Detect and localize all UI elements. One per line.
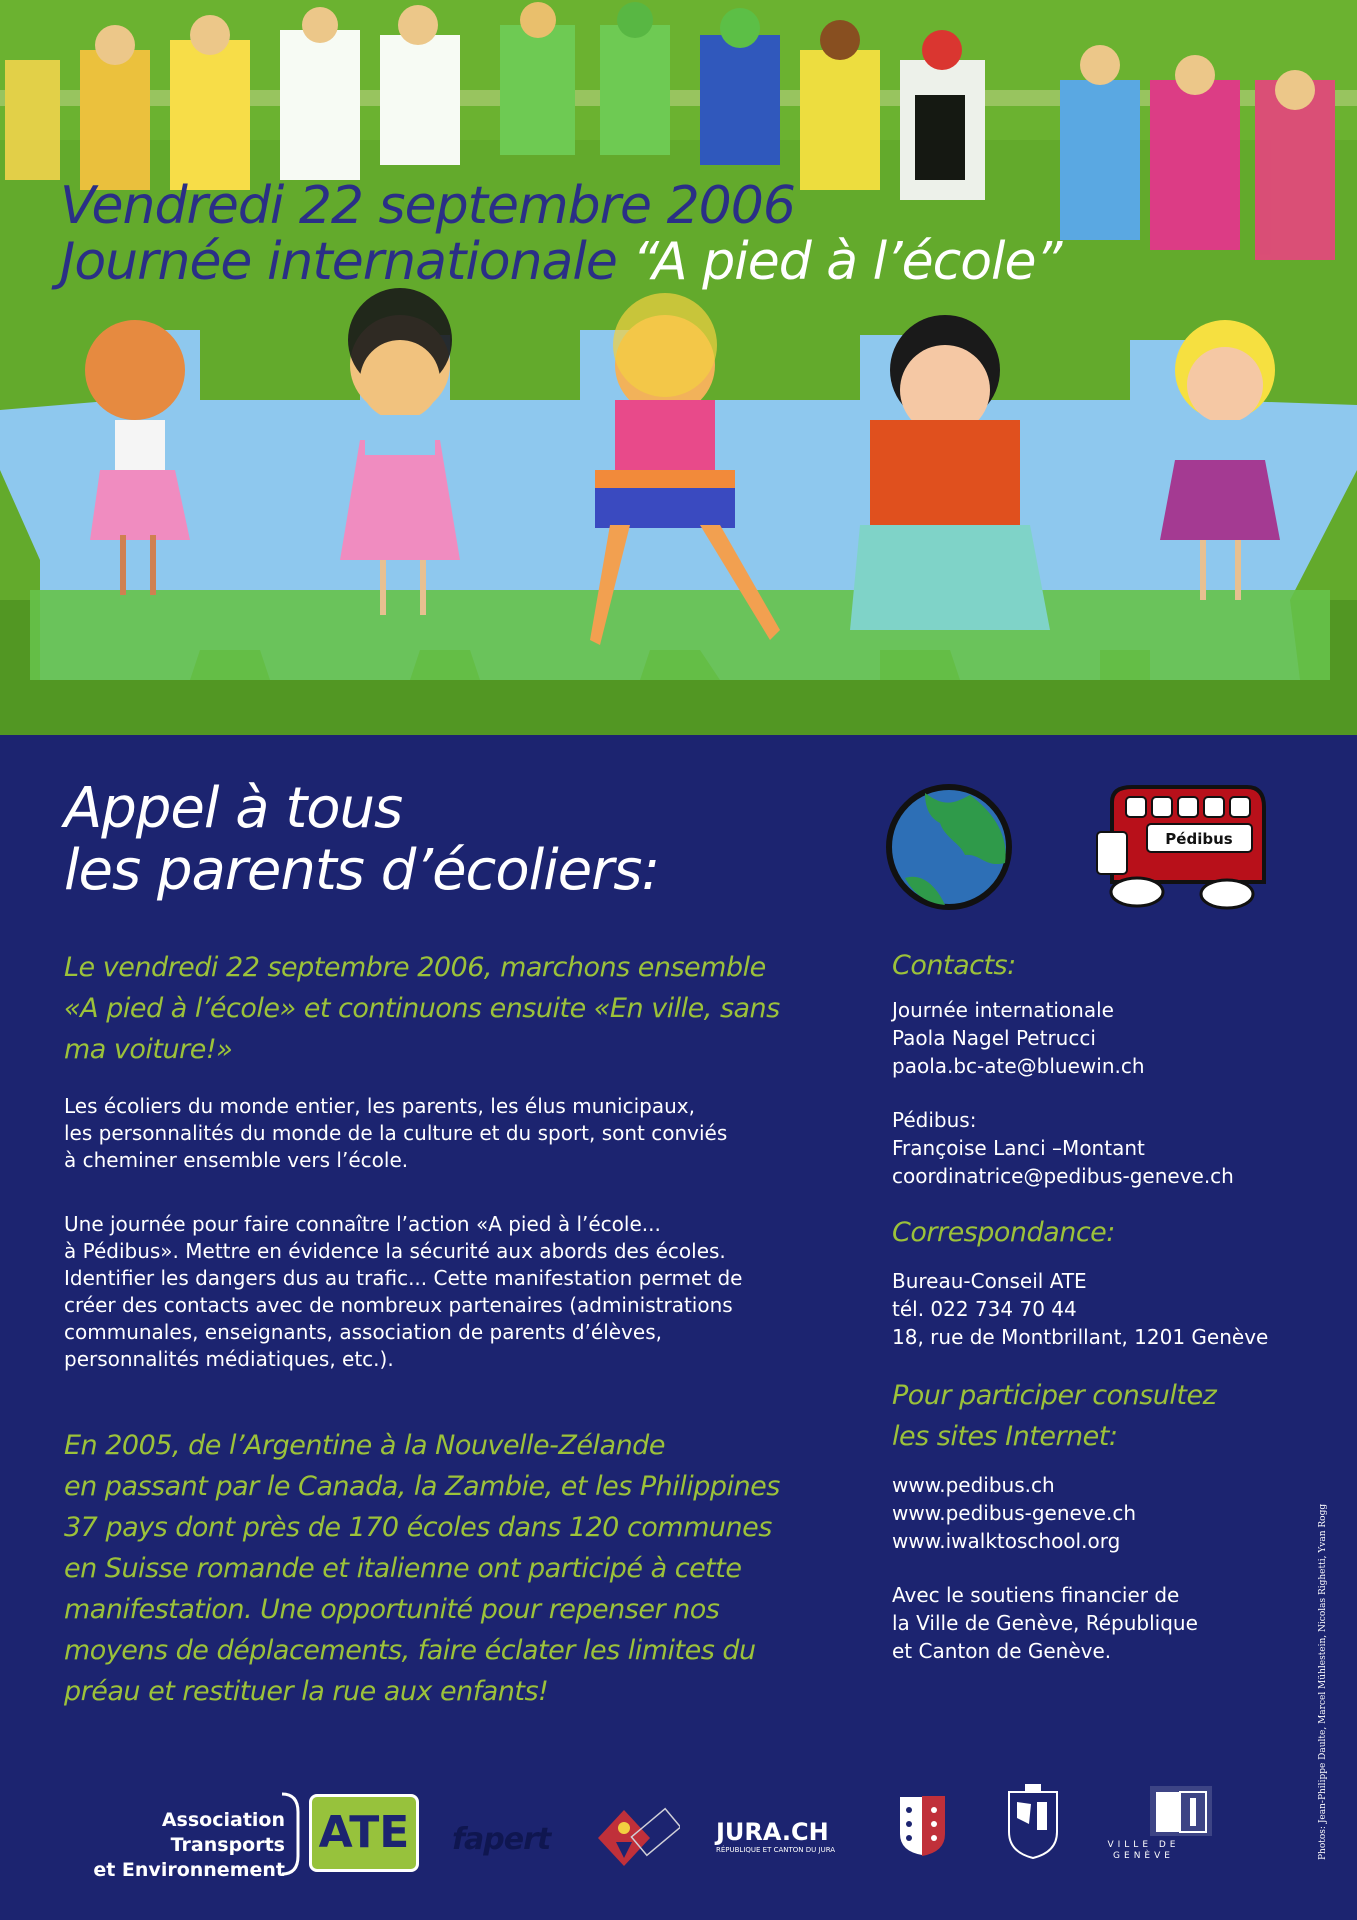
contact-column: [892, 945, 1332, 1665]
ville-geneve-crest-icon: [1148, 1784, 1214, 1838]
intro-text: [64, 947, 780, 1070]
contact-journee: [892, 996, 1332, 1080]
funding-note: [892, 1581, 1332, 1665]
text-line: la Ville de Genève, République: [892, 1611, 1198, 1635]
text-line: VILLE DE: [1107, 1840, 1180, 1850]
text-line: moyens de déplacements, faire éclater les limites du: [64, 1635, 756, 1666]
globe-icon: [885, 783, 1013, 911]
text-line: Une journée pour faire connaître l’action «A pied à l’école...: [64, 1212, 661, 1236]
text-line: à Pédibus». Mettre en évidence la sécurité aux abords des écoles.: [64, 1239, 726, 1263]
event-name-prefix: Journée internationale: [60, 232, 633, 292]
website-link[interactable]: www.pedibus.ch: [892, 1473, 1055, 1497]
paragraph-invitation: [64, 1093, 727, 1174]
website-list: [892, 1471, 1332, 1555]
text-line: «A pied à l’école» et continuons ensuite «En ville, sans: [64, 993, 780, 1024]
event-title: [60, 178, 1061, 290]
text-line: Avec le soutiens financier de: [892, 1583, 1180, 1607]
heading-line: Contacts:: [892, 950, 1016, 981]
jura-logo-subtitle: RÉPUBLIQUE ET CANTON DU JURA: [716, 1846, 836, 1854]
phone-number[interactable]: tél. 022 734 70 44: [892, 1297, 1077, 1321]
text-line: 18, rue de Montbrillant, 1201 Genève: [892, 1325, 1269, 1349]
ate-logo: ATE: [309, 1794, 419, 1872]
contacts-heading: [892, 945, 1332, 986]
bus-label: Pédibus: [1165, 830, 1233, 848]
main-heading-line: les parents d’écoliers:: [64, 838, 660, 903]
text-line: Journée internationale: [892, 998, 1114, 1022]
text-line: Les écoliers du monde entier, les parents, les élus municipaux,: [64, 1094, 695, 1118]
text-line: en passant par le Canada, la Zambie, et les Philippines: [64, 1471, 780, 1502]
text-line: en Suisse romande et italienne ont participé à cette: [64, 1553, 742, 1584]
text-line: Le vendredi 22 septembre 2006, marchons ensemble: [64, 952, 766, 983]
main-heading-line: Appel à tous: [64, 776, 403, 841]
website-link[interactable]: www.iwalktoschool.org: [892, 1529, 1121, 1553]
main-heading: [64, 778, 784, 902]
ville-geneve-label: [1096, 1840, 1191, 1862]
pedibus-bus-icon: [1092, 782, 1272, 917]
text-line: créer des contacts avec de nombreux partenaires (administrations: [64, 1293, 733, 1317]
jura-logo: JURA.CH: [716, 1818, 829, 1846]
heading-line: les sites Internet:: [892, 1421, 1118, 1452]
ate-bracket: [280, 1792, 302, 1876]
heading-line: Correspondance:: [892, 1217, 1115, 1248]
contact-pedibus: [892, 1106, 1332, 1190]
text-line: personnalités médiatiques, etc.).: [64, 1347, 394, 1371]
text-line: préau et restituer la rue aux enfants!: [64, 1676, 549, 1707]
website-link[interactable]: www.pedibus-geneve.ch: [892, 1501, 1137, 1525]
text-line: GENÈVE: [1113, 1851, 1174, 1861]
event-date: Vendredi 22 septembre 2006: [60, 176, 795, 236]
text-line: et Environnement: [93, 1859, 285, 1881]
text-line: Bureau-Conseil ATE: [892, 1269, 1087, 1293]
text-line: 37 pays dont près de 170 écoles dans 120 communes: [64, 1512, 772, 1543]
event-name: [60, 234, 1061, 290]
text-line: Identifier les dangers dus au trafic... Cette manifestation permet de: [64, 1266, 743, 1290]
text-line: manifestation. Une opportunité pour repenser nos: [64, 1594, 720, 1625]
correspondance-heading: [892, 1212, 1332, 1253]
photo-credit: Photos: Jean-Philippe Daulte, Marcel Mühlestein, Nicolas Righetti, Yvan Rogg: [1318, 1503, 1328, 1860]
text-line: à cheminer ensemble vers l’école.: [64, 1148, 409, 1172]
email-link[interactable]: coordinatrice@pedibus-geneve.ch: [892, 1164, 1234, 1188]
heading-line: Pour participer consultez: [892, 1380, 1217, 1411]
closing-text: [64, 1425, 780, 1712]
text-line: les personnalités du monde de la culture et du sport, sont conviés: [64, 1121, 728, 1145]
hero-photo: [0, 0, 1357, 735]
text-line: Association Transports: [161, 1809, 285, 1856]
ate-logo-name: [60, 1808, 285, 1883]
correspondance-address: [892, 1267, 1332, 1351]
text-line: et Canton de Genève.: [892, 1639, 1112, 1663]
participer-heading: [892, 1375, 1332, 1457]
text-line: Pédibus:: [892, 1108, 977, 1132]
fapert-logo: fapert: [452, 1822, 551, 1857]
geneve-canton-crest-icon: [1003, 1782, 1063, 1862]
paper-children-illustration: [0, 0, 1357, 735]
text-line: ma voiture!»: [64, 1034, 233, 1065]
event-name-quote: “A pied à l’école”: [632, 232, 1062, 292]
valais-crest-icon: [897, 1794, 947, 1858]
text-line: Françoise Lanci –Montant: [892, 1136, 1145, 1160]
association-logo-icon: [596, 1802, 680, 1874]
text-line: Paola Nagel Petrucci: [892, 1026, 1096, 1050]
text-line: communales, enseignants, association de parents d’élèves,: [64, 1320, 662, 1344]
text-line: En 2005, de l’Argentine à la Nouvelle-Zélande: [64, 1430, 665, 1461]
paragraph-description: [64, 1211, 742, 1373]
email-link[interactable]: paola.bc-ate@bluewin.ch: [892, 1054, 1145, 1078]
